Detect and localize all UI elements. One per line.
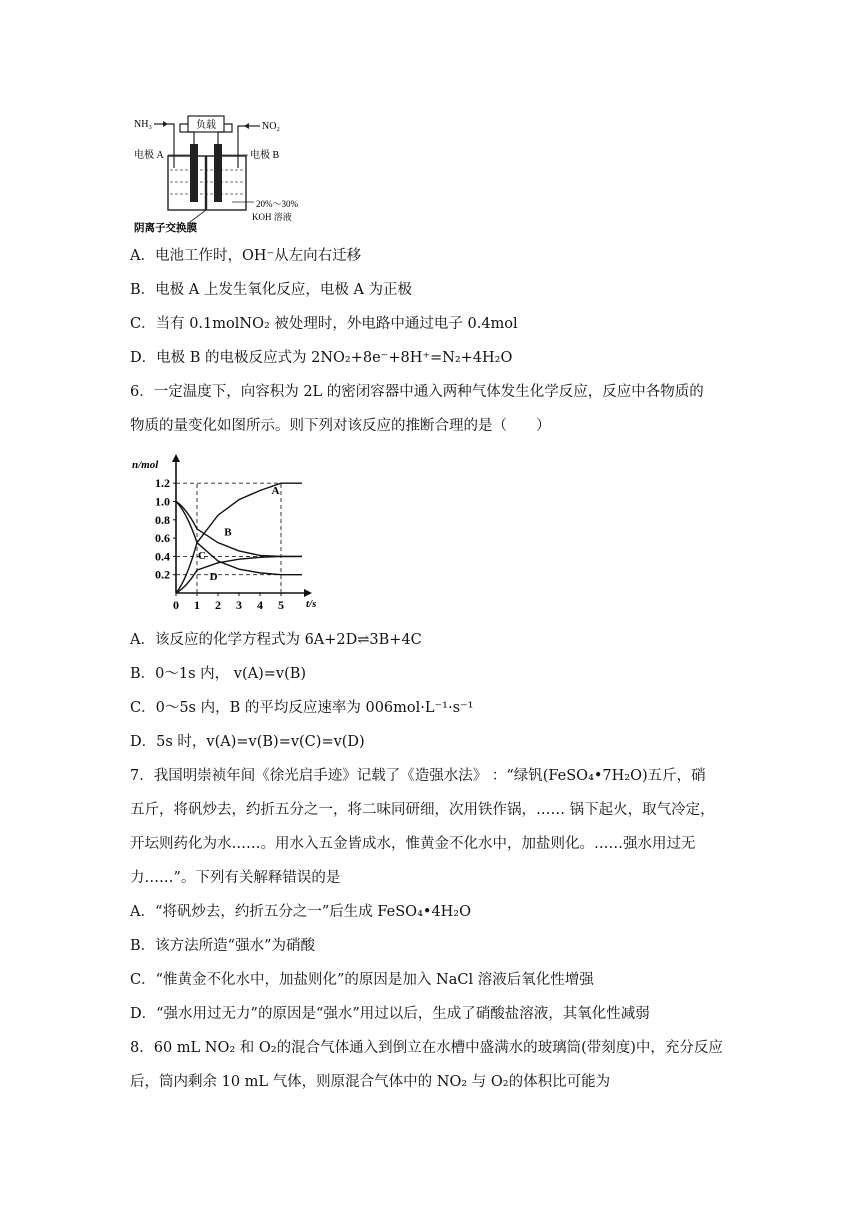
right-gas-label: NO₂ xyxy=(262,121,280,132)
y-tick-label: 0.6 xyxy=(155,531,170,546)
q8-stem-line2: 后，筒内剩余 10 mL 气体，则原混合气体中的 NO₂ 与 O₂的体积比可能为 xyxy=(130,1074,611,1090)
battery-figure xyxy=(132,110,302,235)
left-gas-label: NH₃ xyxy=(134,119,152,130)
y-tick-label: 1.0 xyxy=(155,494,170,509)
q6-stem-line2: 物质的量变化如图所示。则下列对该反应的推断合理的是（ ） xyxy=(130,418,551,434)
load-label: 负载 xyxy=(196,120,216,131)
y-tick-label: 0.2 xyxy=(155,567,170,582)
q6-option-b: B．0～1s 内， v(A)=v(B) xyxy=(130,666,307,682)
q5-option-a: A．电池工作时，OH⁻从左向右迁移 xyxy=(130,248,362,264)
y-tick-label: 0.8 xyxy=(155,512,170,527)
series-label-c: C xyxy=(198,550,207,563)
x-tick-label: 5 xyxy=(278,598,284,612)
q6-option-c: C．0～5s 内，B 的平均反应速率为 006mol·L⁻¹·s⁻¹ xyxy=(130,700,474,716)
koh-solution: KOH 溶液 xyxy=(252,212,292,222)
q6-stem-line1: 6．一定温度下，向容积为 2L 的密闭容器中通入两种气体发生化学反应，反应中各物质的 xyxy=(130,384,704,400)
x-tick-label: 2 xyxy=(215,598,221,612)
koh-concentration: 20%～30% xyxy=(256,199,298,209)
q7-option-b: B．该方法所造“强水”为硝酸 xyxy=(130,938,315,954)
y-axis-title: n/mol xyxy=(132,459,159,471)
membrane-label: 阴离子交换膜 xyxy=(134,223,197,234)
q8-stem-line1: 8．60 mL NO₂ 和 O₂的混合气体通入到倒立在水槽中盛满水的玻璃筒(带刻度)中，充分反应 xyxy=(130,1040,723,1056)
electrode-a-label: 电极 A xyxy=(134,150,164,161)
q7-stem-line2: 五斤，将矾炒去，约折五分之一，将二味同研细，次用铁作锅，…… 锅下起火，取气冷定， xyxy=(130,802,715,818)
q6-option-a: A．该反应的化学方程式为 6A+2D⇌3B+4C xyxy=(130,632,422,648)
battery-diagram xyxy=(132,110,302,235)
x-axis-arrow xyxy=(304,589,312,597)
q5-option-d: D．电极 B 的电极反应式为 2NO₂+8e⁻+8H⁺=N₂+4H₂O xyxy=(130,350,513,366)
x-tick-label: 1 xyxy=(194,598,200,612)
q7-option-c: C．“惟黄金不化水中，加盐则化”的原因是加入 NaCl 溶液后氧化性增强 xyxy=(130,972,594,988)
series-label-d: D xyxy=(209,571,218,584)
x-tick-label: 4 xyxy=(257,598,263,612)
q7-stem-line4: 力……”。下列有关解释错误的是 xyxy=(130,870,341,886)
reaction-chart xyxy=(128,450,338,615)
y-axis-arrow xyxy=(172,454,180,462)
q6-option-d: D．5s 时，v(A)=v(B)=v(C)=v(D) xyxy=(130,734,365,750)
chart-svg xyxy=(128,450,338,615)
q5-option-b: B．电极 A 上发生氧化反应，电极 A 为正极 xyxy=(130,282,413,298)
q7-option-d: D．“强水用过无力”的原因是“强水”用过以后，生成了硝酸盐溶液，其氧化性减弱 xyxy=(130,1006,650,1022)
x-axis-title: t/s xyxy=(306,598,317,610)
q7-stem-line3: 开坛则药化为水……。用水入五金皆成水，惟黄金不化水中，加盐则化。……强水用过无 xyxy=(130,836,696,852)
y-tick-label: 1.2 xyxy=(155,476,170,491)
series-label-b: B xyxy=(224,526,232,539)
x-tick-label: 3 xyxy=(236,598,242,612)
x-tick-label: 0 xyxy=(173,598,179,612)
electrode-b-label: 电极 B xyxy=(250,150,280,161)
y-tick-label: 0.4 xyxy=(155,549,170,564)
q7-option-a: A．“将矾炒去，约折五分之一”后生成 FeSO₄•4H₂O xyxy=(130,904,472,920)
series-line-d xyxy=(176,502,302,575)
electrode-a xyxy=(190,144,198,202)
q7-stem-line1: 7．我国明崇祯年间《徐光启手迹》记载了《造强水法》 ：“绿钒(FeSO₄•7H₂O)五斤，硝 xyxy=(130,768,706,784)
series-label-a: A xyxy=(271,485,280,498)
q5-option-c: C．当有 0.1molNO₂ 被处理时，外电路中通过电子 0.4mol xyxy=(130,316,518,332)
electrode-b xyxy=(214,144,222,202)
